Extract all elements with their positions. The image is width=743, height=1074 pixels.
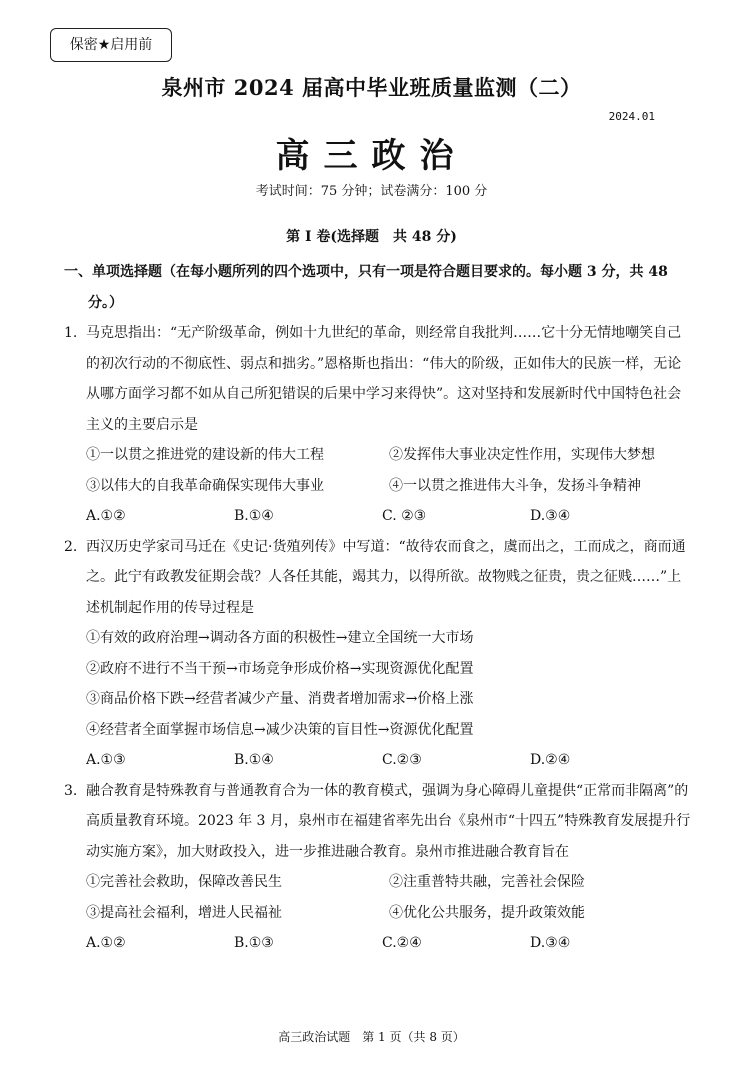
question-3-options-row-2 <box>64 898 692 929</box>
option-item: ③以伟大的自我革命确保实现伟大事业 <box>86 477 324 494</box>
answer-choice: C. ②③ <box>382 508 427 524</box>
answer-choice: D.③④ <box>530 508 571 524</box>
answer-choice: D.②④ <box>530 752 571 768</box>
question-text: 西汉历史学家司马迁在《史记·货殖列传》中写道：“故待农而食之，虞而出之，工而成之，商而通之。此宁有政教发征期会哉？人各任其能，竭其力，以得所欲。故物贱之征贵，贵之征贱……”上述机制起作用的传导过程是 <box>86 538 686 616</box>
question-text: 马克思指出：“无产阶级革命，例如十九世纪的革命，则经常自我批判……它十分无情地嘲笑自己的初次行动的不彻底性、弱点和拙劣。”恩格斯也指出：“伟大的阶级，正如伟大的民族一样，无论从哪方面学习都不如从自己所犯错误的后果中学习来得快”。这对坚持和发展新时代中国特色社会主义的主要启示是 <box>86 325 682 433</box>
option-item: ①完善社会救助，保障改善民生 <box>86 874 282 890</box>
question-number: 1. <box>64 325 78 341</box>
answer-choice: C.②③ <box>382 752 422 768</box>
question-number: 3. <box>64 782 78 799</box>
option-item: ①有效的政府治理→调动各方面的积极性→建立全国统一大市场 <box>86 630 474 646</box>
answer-choice: B.①④ <box>234 508 274 524</box>
question-number: 2. <box>64 538 78 555</box>
subject-title: 高三政治 <box>275 136 468 176</box>
answer-choice: B.①④ <box>234 752 274 768</box>
option-item: ②发挥伟大事业决定性作用，实现伟大梦想 <box>389 447 655 463</box>
option-item: ③商品价格下跌→经营者减少产量、消费者增加需求→价格上涨 <box>86 691 474 707</box>
question-area <box>64 257 692 959</box>
option-item: ④一以贯之推进伟大斗争，发扬斗争精神 <box>389 477 641 494</box>
option-item: ②政府不进行不当干预→市场竞争形成价格→实现资源优化配置 <box>86 660 474 677</box>
question-text: 融合教育是特殊教育与普通教育合为一体的教育模式，强调为身心障碍儿童提供“正常而非隔离”的高质量教育环境。2023 年 3 月，泉州市在福建省率先出台《泉州市“十四五”特殊教育发展提升行动实施方案》，加大财政投入，进一步推进融合教育。泉州市推进融合教育旨在 <box>86 782 691 860</box>
question-2-stem <box>64 532 692 624</box>
question-3-stem <box>64 776 692 868</box>
question-1-answers <box>64 501 692 532</box>
option-item: ①一以贯之推进党的建设新的伟大工程 <box>86 447 324 463</box>
question-3-answers <box>64 928 692 959</box>
answer-choice: A.①③ <box>86 752 126 768</box>
question-1-options-row-2 <box>64 471 692 502</box>
part-title: 第 I 卷(选择题 共 48 分) <box>286 229 457 245</box>
exam-info: 考试时间：75 分钟；试卷满分：100 分 <box>255 184 488 199</box>
question-1-stem <box>64 318 692 440</box>
exam-date: 2024.01 <box>608 110 655 123</box>
option-item: ④经营者全面掌握市场信息→减少决策的盲目性→资源优化配置 <box>86 721 474 738</box>
confidential-stamp: 保密★启用前 <box>50 28 172 62</box>
question-3-options-row-1 <box>64 867 692 898</box>
option-item: ③提高社会福利，增进人民福祉 <box>86 904 282 921</box>
answer-choice: D.③④ <box>530 935 571 951</box>
exam-title: 泉州市 2024 届高中毕业班质量监测（二） <box>161 75 582 100</box>
answer-choice: A.①② <box>86 935 126 951</box>
option-item: ④优化公共服务，提升政策效能 <box>389 904 585 921</box>
section-heading: 一、单项选择题（在每小题所列的四个选项中，只有一项是符合题目要求的。每小题 3 分，共 48 分。） <box>64 264 668 311</box>
option-item: ②注重普特共融，完善社会保险 <box>389 874 585 890</box>
question-1-options-row-1 <box>64 440 692 471</box>
question-2-answers <box>64 745 692 776</box>
page-footer: 高三政治试题 第 1 页（共 8 页） <box>278 1030 465 1044</box>
answer-choice: B.①③ <box>234 935 274 951</box>
answer-choice: C.②④ <box>382 935 422 951</box>
answer-choice: A.①② <box>86 508 126 524</box>
